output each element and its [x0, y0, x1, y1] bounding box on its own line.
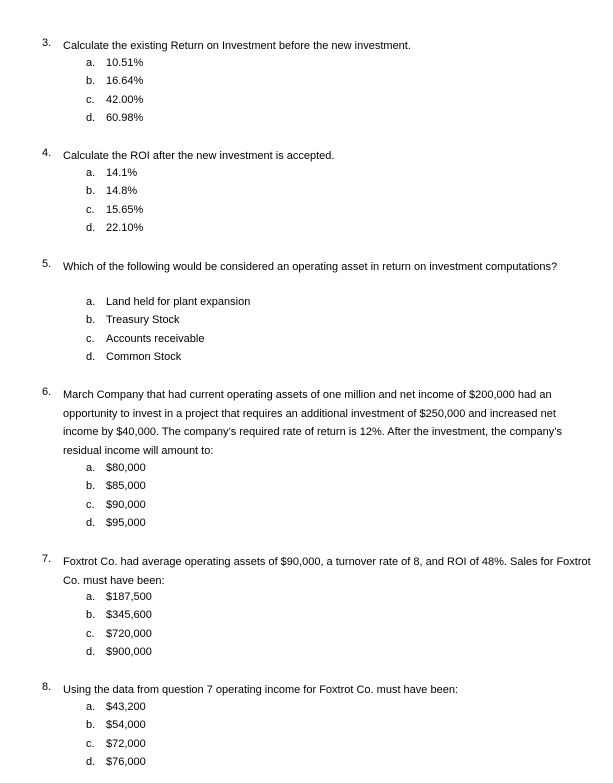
option-letter: a.	[86, 701, 96, 713]
option-letter: c.	[86, 333, 95, 345]
option-b	[0, 311, 613, 329]
option-d	[0, 753, 613, 771]
option-text: $72,000	[106, 738, 146, 750]
question-number: 3.	[42, 37, 52, 49]
question-text: March Company that had current operating assets of one million and net income of $200,000 had an opportunity to invest in a project that requires an additional investment of $250,000 and increased net income by $40,000. The company’s required rate of return is 12%. After the investment, the company’s residual income will amount to:	[63, 389, 562, 457]
option-letter: b.	[86, 75, 96, 87]
option-text: $80,000	[106, 462, 146, 474]
question-number: 4.	[42, 147, 52, 159]
option-letter: d.	[86, 756, 96, 768]
option-text: $76,000	[106, 756, 146, 768]
question-text: Foxtrot Co. had average operating assets of $90,000, a turnover rate of 8, and ROI of 48%. Sales for Foxtrot Co. must have been:	[63, 556, 591, 587]
question-number: 7.	[42, 553, 52, 565]
option-d	[0, 219, 613, 237]
option-text: $54,000	[106, 719, 146, 731]
option-letter: a.	[86, 167, 96, 179]
option-a	[0, 588, 613, 606]
option-text: $187,500	[106, 591, 152, 603]
option-text: $900,000	[106, 646, 152, 658]
option-text: $720,000	[106, 628, 152, 640]
option-c	[0, 201, 613, 219]
option-letter: b.	[86, 609, 96, 621]
option-text: Treasury Stock	[106, 314, 180, 326]
option-d	[0, 109, 613, 127]
option-text: Accounts receivable	[106, 333, 205, 345]
option-d	[0, 348, 613, 366]
option-b	[0, 477, 613, 495]
question-number: 8.	[42, 681, 52, 693]
option-b	[0, 716, 613, 734]
option-letter: c.	[86, 94, 95, 106]
option-b	[0, 182, 613, 200]
option-text: $90,000	[106, 499, 146, 511]
option-c	[0, 625, 613, 643]
option-a	[0, 459, 613, 477]
option-letter: d.	[86, 646, 96, 658]
option-text: $85,000	[106, 480, 146, 492]
option-text: $43,200	[106, 701, 146, 713]
option-letter: c.	[86, 738, 95, 750]
option-letter: b.	[86, 185, 96, 197]
option-text: Common Stock	[106, 351, 182, 363]
option-letter: a.	[86, 296, 96, 308]
option-text: $95,000	[106, 517, 146, 529]
option-letter: b.	[86, 480, 96, 492]
option-text: 14.8%	[106, 185, 138, 197]
option-b	[0, 606, 613, 624]
option-letter: b.	[86, 314, 96, 326]
option-text: 14.1%	[106, 167, 138, 179]
option-letter: c.	[86, 499, 95, 511]
option-letter: d.	[86, 351, 96, 363]
option-letter: a.	[86, 57, 96, 69]
option-letter: a.	[86, 462, 96, 474]
option-text: 42.00%	[106, 94, 144, 106]
option-text: $345,600	[106, 609, 152, 621]
option-letter: a.	[86, 591, 96, 603]
option-letter: c.	[86, 628, 95, 640]
question-number: 5.	[42, 258, 52, 270]
option-c	[0, 496, 613, 514]
option-letter: c.	[86, 204, 95, 216]
option-text: 22.10%	[106, 222, 144, 234]
question-text: Calculate the existing Return on Investment before the new investment.	[63, 40, 411, 52]
question-text: Which of the following would be considered an operating asset in return on investment computations?	[63, 261, 558, 273]
question-number: 6.	[42, 386, 52, 398]
option-c	[0, 91, 613, 109]
option-text: 60.98%	[106, 112, 144, 124]
option-a	[0, 293, 613, 311]
option-letter: b.	[86, 719, 96, 731]
question-text: Using the data from question 7 operating income for Foxtrot Co. must have been:	[63, 684, 458, 696]
option-text: 15.65%	[106, 204, 144, 216]
option-a	[0, 54, 613, 72]
option-text: 10.51%	[106, 57, 144, 69]
option-d	[0, 643, 613, 661]
option-c	[0, 735, 613, 753]
option-d	[0, 514, 613, 532]
option-a	[0, 164, 613, 182]
question-text: Calculate the ROI after the new investment is accepted.	[63, 150, 335, 162]
option-letter: d.	[86, 517, 96, 529]
option-letter: d.	[86, 222, 96, 234]
option-c	[0, 330, 613, 348]
option-letter: d.	[86, 112, 96, 124]
option-text: Land held for plant expansion	[106, 296, 251, 308]
option-b	[0, 72, 613, 90]
option-text: 16.64%	[106, 75, 144, 87]
option-a	[0, 698, 613, 716]
